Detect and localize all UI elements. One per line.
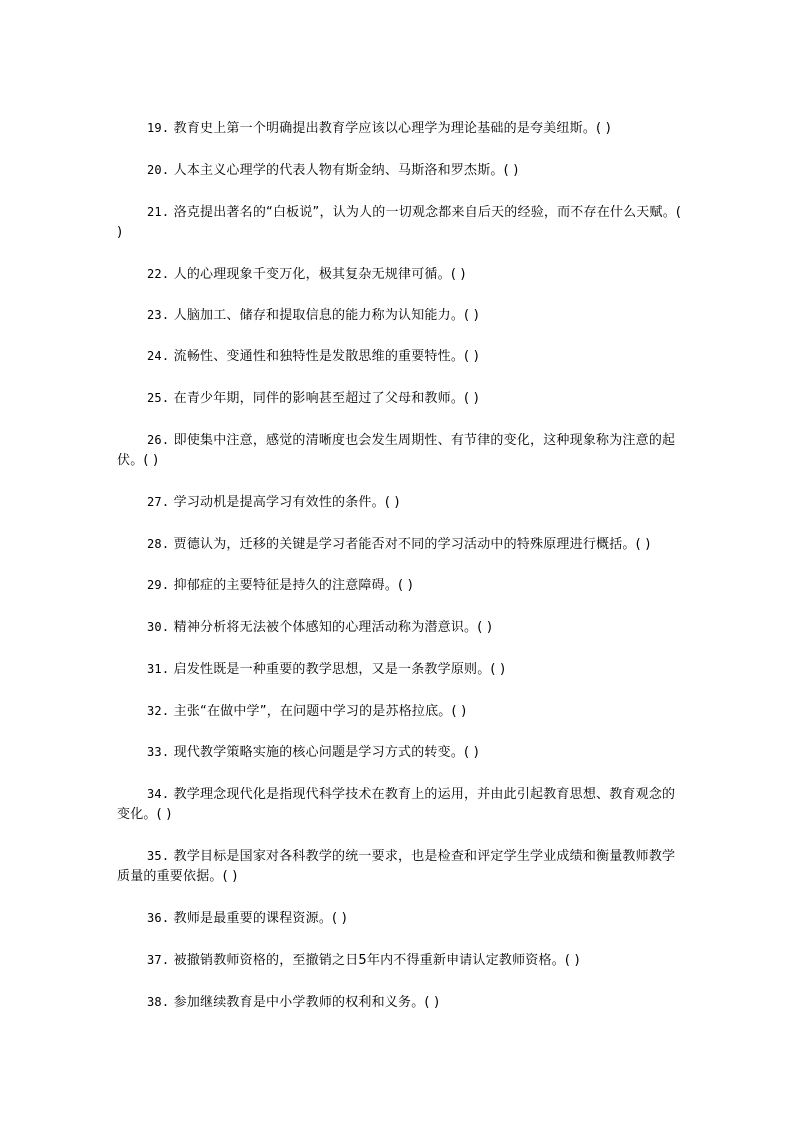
question-text: 人本主义心理学的代表人物有斯金纳、马斯洛和罗杰斯。( ) [173, 163, 519, 178]
question-35 [117, 846, 687, 887]
question-number: 36. [147, 911, 170, 925]
question-number: 35. [147, 849, 170, 863]
question-text: 启发性既是一种重要的教学思想，又是一条教学原则。( ) [173, 662, 506, 677]
question-number: 27. [147, 495, 170, 509]
question-number: 19. [147, 121, 170, 135]
question-text: 学习动机是提高学习有效性的条件。( ) [173, 495, 400, 510]
question-text: 精神分析将无法被个体感知的心理活动称为潜意识。( ) [173, 620, 493, 635]
question-text: 参加继续教育是中小学教师的权利和义务。( ) [173, 995, 440, 1010]
question-number: 23. [147, 308, 170, 322]
question-number: 37. [147, 953, 170, 967]
question-number: 24. [147, 349, 170, 363]
question-text: 即使集中注意，感觉的清晰度也会发生周期性、有节律的变化，这种现象称为注意的起伏。( ) [117, 433, 676, 468]
question-25 [117, 388, 687, 409]
question-21 [117, 202, 687, 243]
question-text: 洛克提出著名的“白板说”，认为人的一切观念都来自后天的经验，而不存在什么天赋。( ) [117, 205, 682, 240]
question-text: 主张“在做中学”，在问题中学习的是苏格拉底。( ) [173, 704, 467, 719]
question-number: 28. [147, 537, 170, 551]
question-24 [117, 346, 687, 367]
question-29 [117, 575, 687, 596]
question-28 [117, 534, 687, 555]
question-number: 30. [147, 620, 170, 634]
question-text: 教育史上第一个明确提出教育学应该以心理学为理论基础的是夸美纽斯。( ) [173, 121, 611, 136]
question-30 [117, 617, 687, 638]
question-number: 38. [147, 995, 170, 1009]
question-34 [117, 784, 687, 825]
question-33 [117, 742, 687, 763]
question-27 [117, 492, 687, 513]
question-20 [117, 160, 687, 181]
question-number: 29. [147, 578, 170, 592]
question-text: 现代教学策略实施的核心问题是学习方式的转变。( ) [173, 745, 479, 760]
question-text: 在青少年期，同伴的影响甚至超过了父母和教师。( ) [173, 391, 479, 406]
question-text: 人脑加工、储存和提取信息的能力称为认知能力。( ) [173, 308, 479, 323]
question-number: 22. [147, 267, 170, 281]
question-32 [117, 701, 687, 722]
question-text: 教师是最重要的课程资源。( ) [173, 911, 347, 926]
question-number: 21. [147, 205, 170, 219]
question-number: 34. [147, 787, 170, 801]
question-text: 被撤销教师资格的，至撤销之日5年内不得重新申请认定教师资格。( ) [173, 953, 580, 968]
question-number: 25. [147, 391, 170, 405]
question-26 [117, 430, 687, 471]
question-37 [117, 950, 687, 971]
question-text: 抑郁症的主要特征是持久的注意障碍。( ) [173, 578, 413, 593]
question-36 [117, 908, 687, 929]
question-22 [117, 264, 687, 285]
question-number: 20. [147, 163, 170, 177]
question-number: 32. [147, 704, 170, 718]
question-text: 教学理念现代化是指现代科学技术在教育上的运用，并由此引起教育思想、教育观念的变化。( ) [117, 787, 676, 822]
question-text: 人的心理现象千变万化，极其复杂无规律可循。( ) [173, 267, 466, 282]
question-31 [117, 659, 687, 680]
question-number: 33. [147, 745, 170, 759]
question-number: 31. [147, 662, 170, 676]
question-text: 贾德认为，迁移的关键是学习者能否对不同的学习活动中的特殊原理进行概括。( ) [173, 537, 651, 552]
question-number: 26. [147, 433, 170, 447]
question-23 [117, 305, 687, 326]
question-19 [117, 118, 687, 139]
question-38 [117, 992, 687, 1013]
question-text: 教学目标是国家对各科教学的统一要求，也是检查和评定学生学业成绩和衡量教师教学质量的重要依据。( ) [117, 849, 676, 884]
question-text: 流畅性、变通性和独特性是发散思维的重要特性。( ) [173, 349, 479, 364]
